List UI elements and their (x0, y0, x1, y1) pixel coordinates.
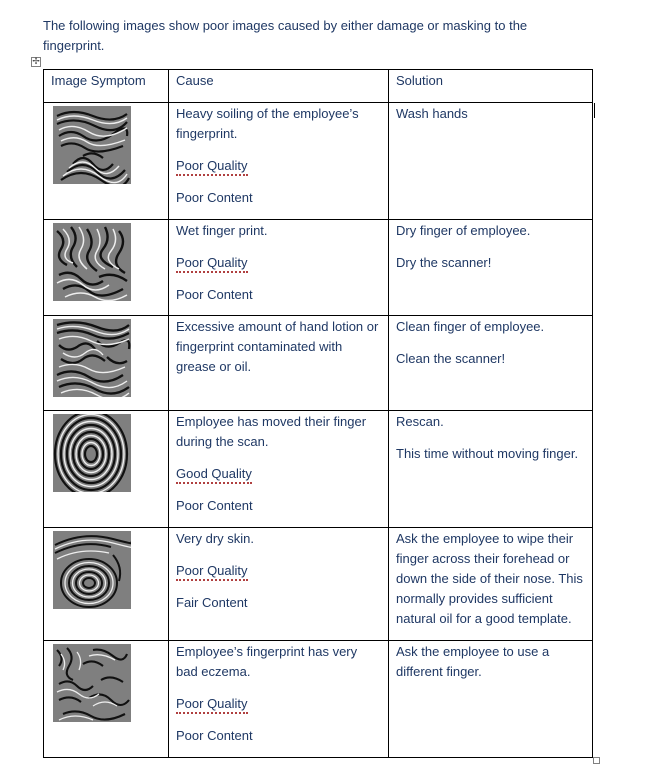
fingerprint-heavy-soiling (53, 106, 131, 184)
solution-cell (389, 411, 593, 528)
solution-text: Wash hands (396, 106, 468, 121)
cause-description: Very dry skin. (176, 531, 255, 546)
header-solution: Solution (389, 70, 593, 103)
symptom-cell (44, 316, 169, 411)
quality-label: Poor Quality (176, 563, 248, 581)
solution-cell (389, 528, 593, 641)
cause-description: Excessive amount of hand lotion or fingerprint contaminated with grease or oil. (176, 319, 379, 374)
symptom-cell (44, 411, 169, 528)
table-row (44, 103, 593, 220)
fingerprint-eczema (53, 644, 131, 722)
table-row (44, 641, 593, 758)
symptom-cell (44, 528, 169, 641)
quality-label: Poor Quality (176, 255, 248, 273)
table-row (44, 411, 593, 528)
solution-text: Ask the employee to use a different finger. (396, 644, 550, 679)
content-label: Poor Content (176, 498, 253, 513)
cause-cell (169, 316, 389, 411)
table-row (44, 220, 593, 316)
cause-description: Employee’s fingerprint has very bad eczema. (176, 644, 358, 679)
cause-description: Heavy soiling of the employee’s fingerprint. (176, 106, 359, 141)
fingerprint-moved (53, 414, 131, 492)
content-label: Poor Content (176, 287, 253, 302)
cause-description: Wet finger print. (176, 223, 268, 238)
header-cause: Cause (169, 70, 389, 103)
table-row (44, 528, 593, 641)
cause-cell (169, 528, 389, 641)
solution-text: Dry the scanner! (396, 255, 492, 270)
fingerprint-dry-skin (53, 531, 131, 609)
content-label: Poor Content (176, 728, 253, 743)
fingerprint-wet (53, 223, 131, 301)
symptom-cell (44, 103, 169, 220)
cause-description: Employee has moved their finger during the scan. (176, 414, 367, 449)
cause-cell (169, 103, 389, 220)
solution-text: This time without moving finger. (396, 446, 579, 461)
solution-text: Clean the scanner! (396, 351, 506, 366)
intro-paragraph: The following images show poor images caused by either damage or masking to the fingerprint. (43, 18, 528, 53)
symptom-cell (44, 641, 169, 758)
table-header-row (44, 70, 593, 103)
cause-cell (169, 641, 389, 758)
fingerprint-lotion (53, 319, 131, 397)
cause-cell (169, 220, 389, 316)
cause-cell (169, 411, 389, 528)
solution-cell (389, 316, 593, 411)
solution-cell (389, 103, 593, 220)
solution-text: Dry finger of employee. (396, 223, 531, 238)
quality-label: Poor Quality (176, 158, 248, 176)
content-label: Fair Content (176, 595, 248, 610)
resize-square-icon[interactable] (593, 757, 600, 764)
symptom-table (43, 69, 593, 758)
move-cross-icon[interactable]: ✢ (32, 57, 40, 67)
content-label: Poor Content (176, 190, 253, 205)
header-image-symptom: Image Symptom (44, 70, 169, 103)
solution-cell (389, 641, 593, 758)
solution-text: Clean finger of employee. (396, 319, 545, 334)
solution-text: Rescan. (396, 414, 444, 429)
quality-label: Poor Quality (176, 696, 248, 714)
table-row (44, 316, 593, 411)
text-cursor (594, 103, 595, 118)
symptom-cell (44, 220, 169, 316)
solution-text: Ask the employee to wipe their finger across their forehead or down the side of their nose. This normally provides sufficient natural oil for a good template. (396, 531, 583, 626)
solution-cell (389, 220, 593, 316)
quality-label: Good Quality (176, 466, 252, 484)
